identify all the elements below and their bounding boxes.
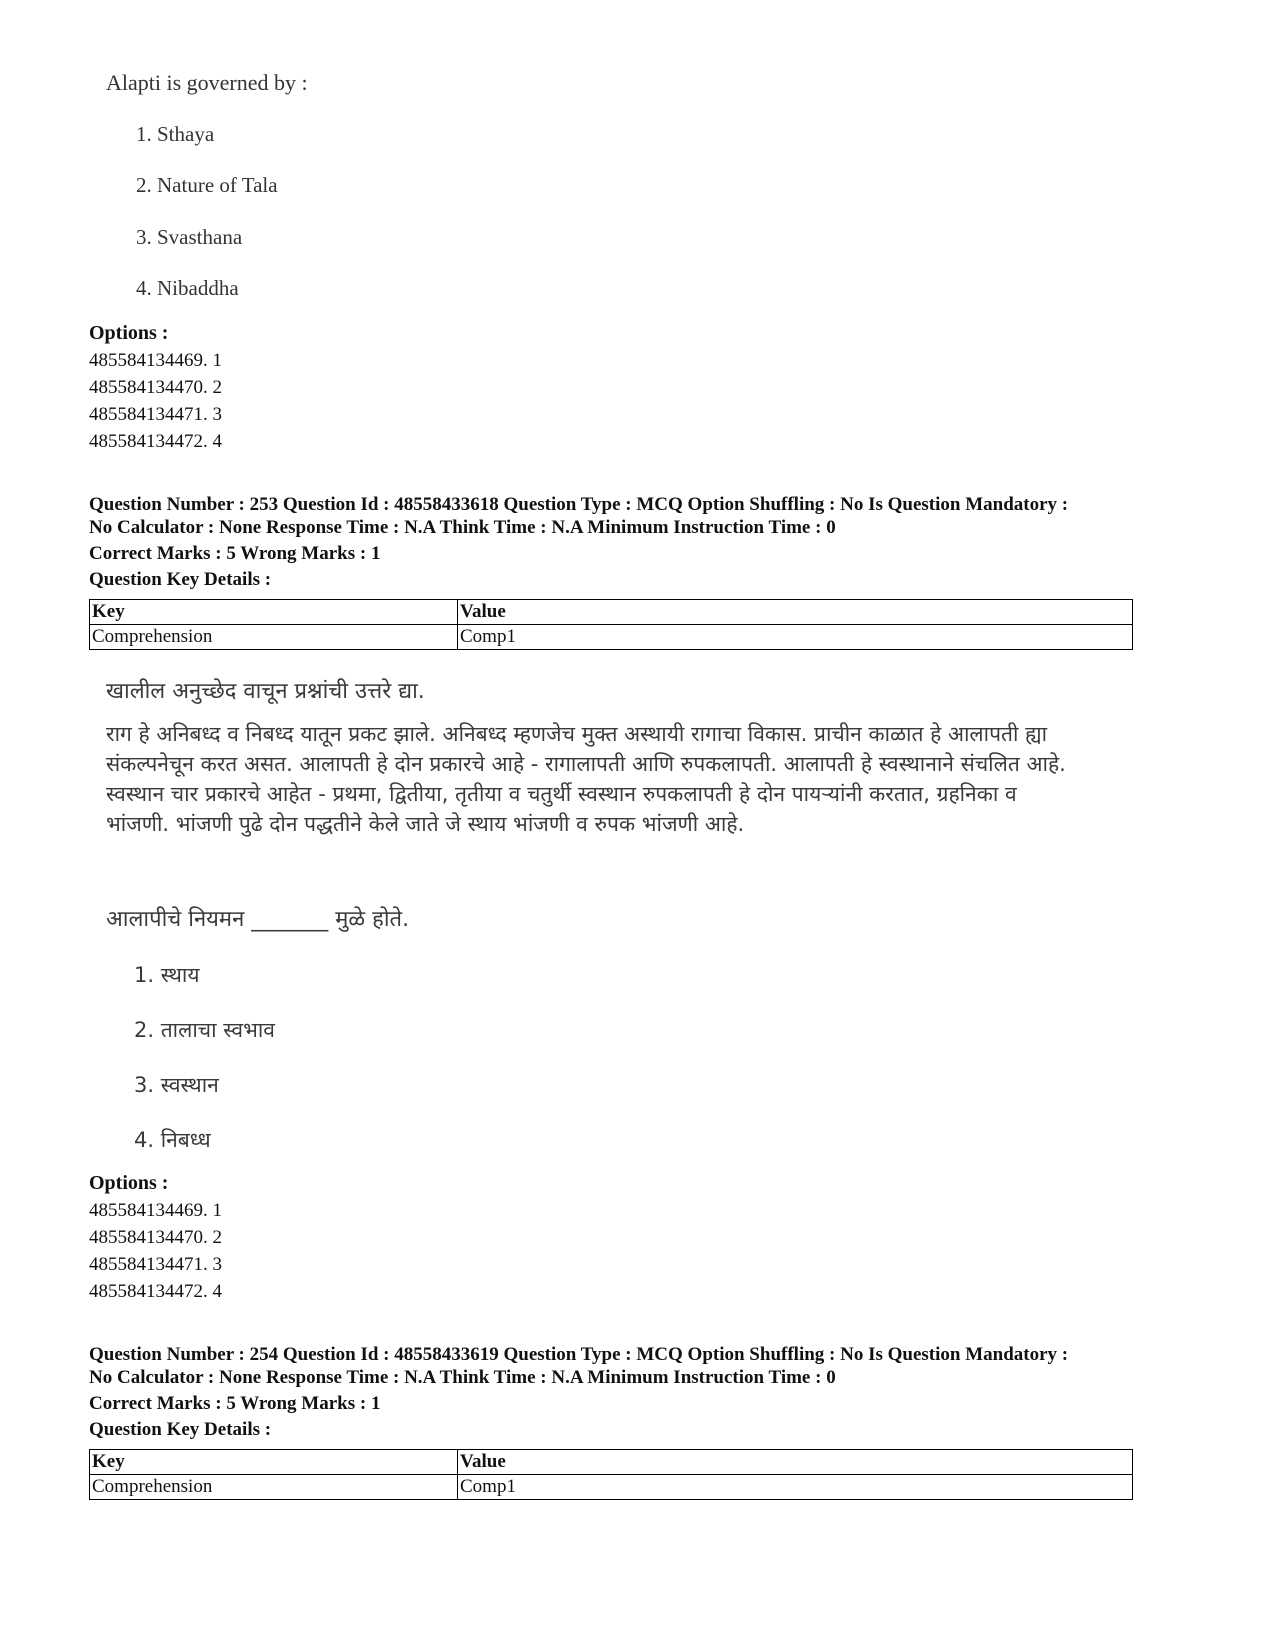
question-meta-line: Question Number : 254 Question Id : 48558433619 Question Type : MCQ Option Shuffling : No Is Question Mandatory : [89,1344,1069,1365]
key-value-table [89,599,1133,650]
key-details-label: Question Key Details : [89,569,272,590]
question-option: 1. Sthaya [136,122,215,146]
question-meta-line: No Calculator : None Response Time : N.A Think Time : N.A Minimum Instruction Time : 0 [89,1367,836,1388]
options-block [89,1172,222,1305]
table-header-value: Value [458,600,1133,625]
option-item: 485584134470. 2 [89,1227,222,1248]
marathi-passage-image [106,675,1106,839]
table-row [90,625,1133,650]
table-header-key: Key [90,600,458,625]
marathi-question-image [106,903,606,1163]
options-block [89,322,222,455]
options-label: Options : [89,322,169,344]
question-option: 4. निबध्ध [134,1128,211,1152]
option-item: 485584134469. 1 [89,1200,222,1221]
question-stem: Alapti is governed by : [106,70,308,95]
key-value-table [89,1449,1133,1500]
question-meta [89,1343,1209,1441]
english-question-image [106,70,506,310]
question-option: 4. Nibaddha [136,276,239,300]
question-meta-line: Question Number : 253 Question Id : 48558433618 Question Type : MCQ Option Shuffling : No Is Question Mandatory : [89,494,1069,515]
key-details-label: Question Key Details : [89,1419,272,1440]
question-option: 2. Nature of Tala [136,173,278,197]
table-cell-value: Comp1 [458,625,1133,650]
table-cell-key: Comprehension [90,1475,458,1500]
question-option: 3. स्वस्थान [134,1073,219,1097]
table-header-key: Key [90,1450,458,1475]
table-header-row [90,1450,1133,1475]
option-item: 485584134472. 4 [89,431,222,452]
question-option: 2. तालाचा स्वभाव [134,1018,275,1042]
question-option: 3. Svasthana [136,225,243,249]
question-stem: आलापीचे नियमन _______ मुळे होते. [106,907,410,932]
question-option: 1. स्थाय [134,963,200,987]
option-item: 485584134472. 4 [89,1281,222,1302]
marks-line: Correct Marks : 5 Wrong Marks : 1 [89,543,381,564]
option-item: 485584134471. 3 [89,404,222,425]
passage-title: खालील अनुच्छेद वाचून प्रश्नांची उत्तरे द्या. [106,679,425,704]
table-header-value: Value [458,1450,1133,1475]
table-cell-key: Comprehension [90,625,458,650]
option-item: 485584134471. 3 [89,1254,222,1275]
table-cell-value: Comp1 [458,1475,1133,1500]
question-meta [89,493,1209,591]
marks-line: Correct Marks : 5 Wrong Marks : 1 [89,1393,381,1414]
passage-paragraph: राग हे अनिबध्द व निबध्द यातून प्रकट झाले. अनिबध्द म्हणजेच मुक्त अस्थायी रागाचा विकास. प्राचीन काळात हे आलापती ह्या संकल्पनेचून करत असत. आलापती हे दोन प्रकारचे आहे - रागालापती आणि रुपकलापती. आलापती हे स्वस्थानाने संचलित आहे. स्वस्थान चार प्रकारचे आहेत - प्रथमा, द्वितीया, तृतीया व चतुर्थी स्वस्थान रुपकलापती हे दोन पायऱ्यांनी करतात, ग्रहनिका व भांजणी. भांजणी पुढे दोन पद्धतीने केले जाते जे स्थाय भांजणी व रुपक भांजणी आहे. [106,722,1066,836]
table-row [90,1475,1133,1500]
question-meta-line: No Calculator : None Response Time : N.A Think Time : N.A Minimum Instruction Time : 0 [89,517,836,538]
option-item: 485584134469. 1 [89,350,222,371]
option-item: 485584134470. 2 [89,377,222,398]
table-header-row [90,600,1133,625]
options-label: Options : [89,1172,169,1194]
